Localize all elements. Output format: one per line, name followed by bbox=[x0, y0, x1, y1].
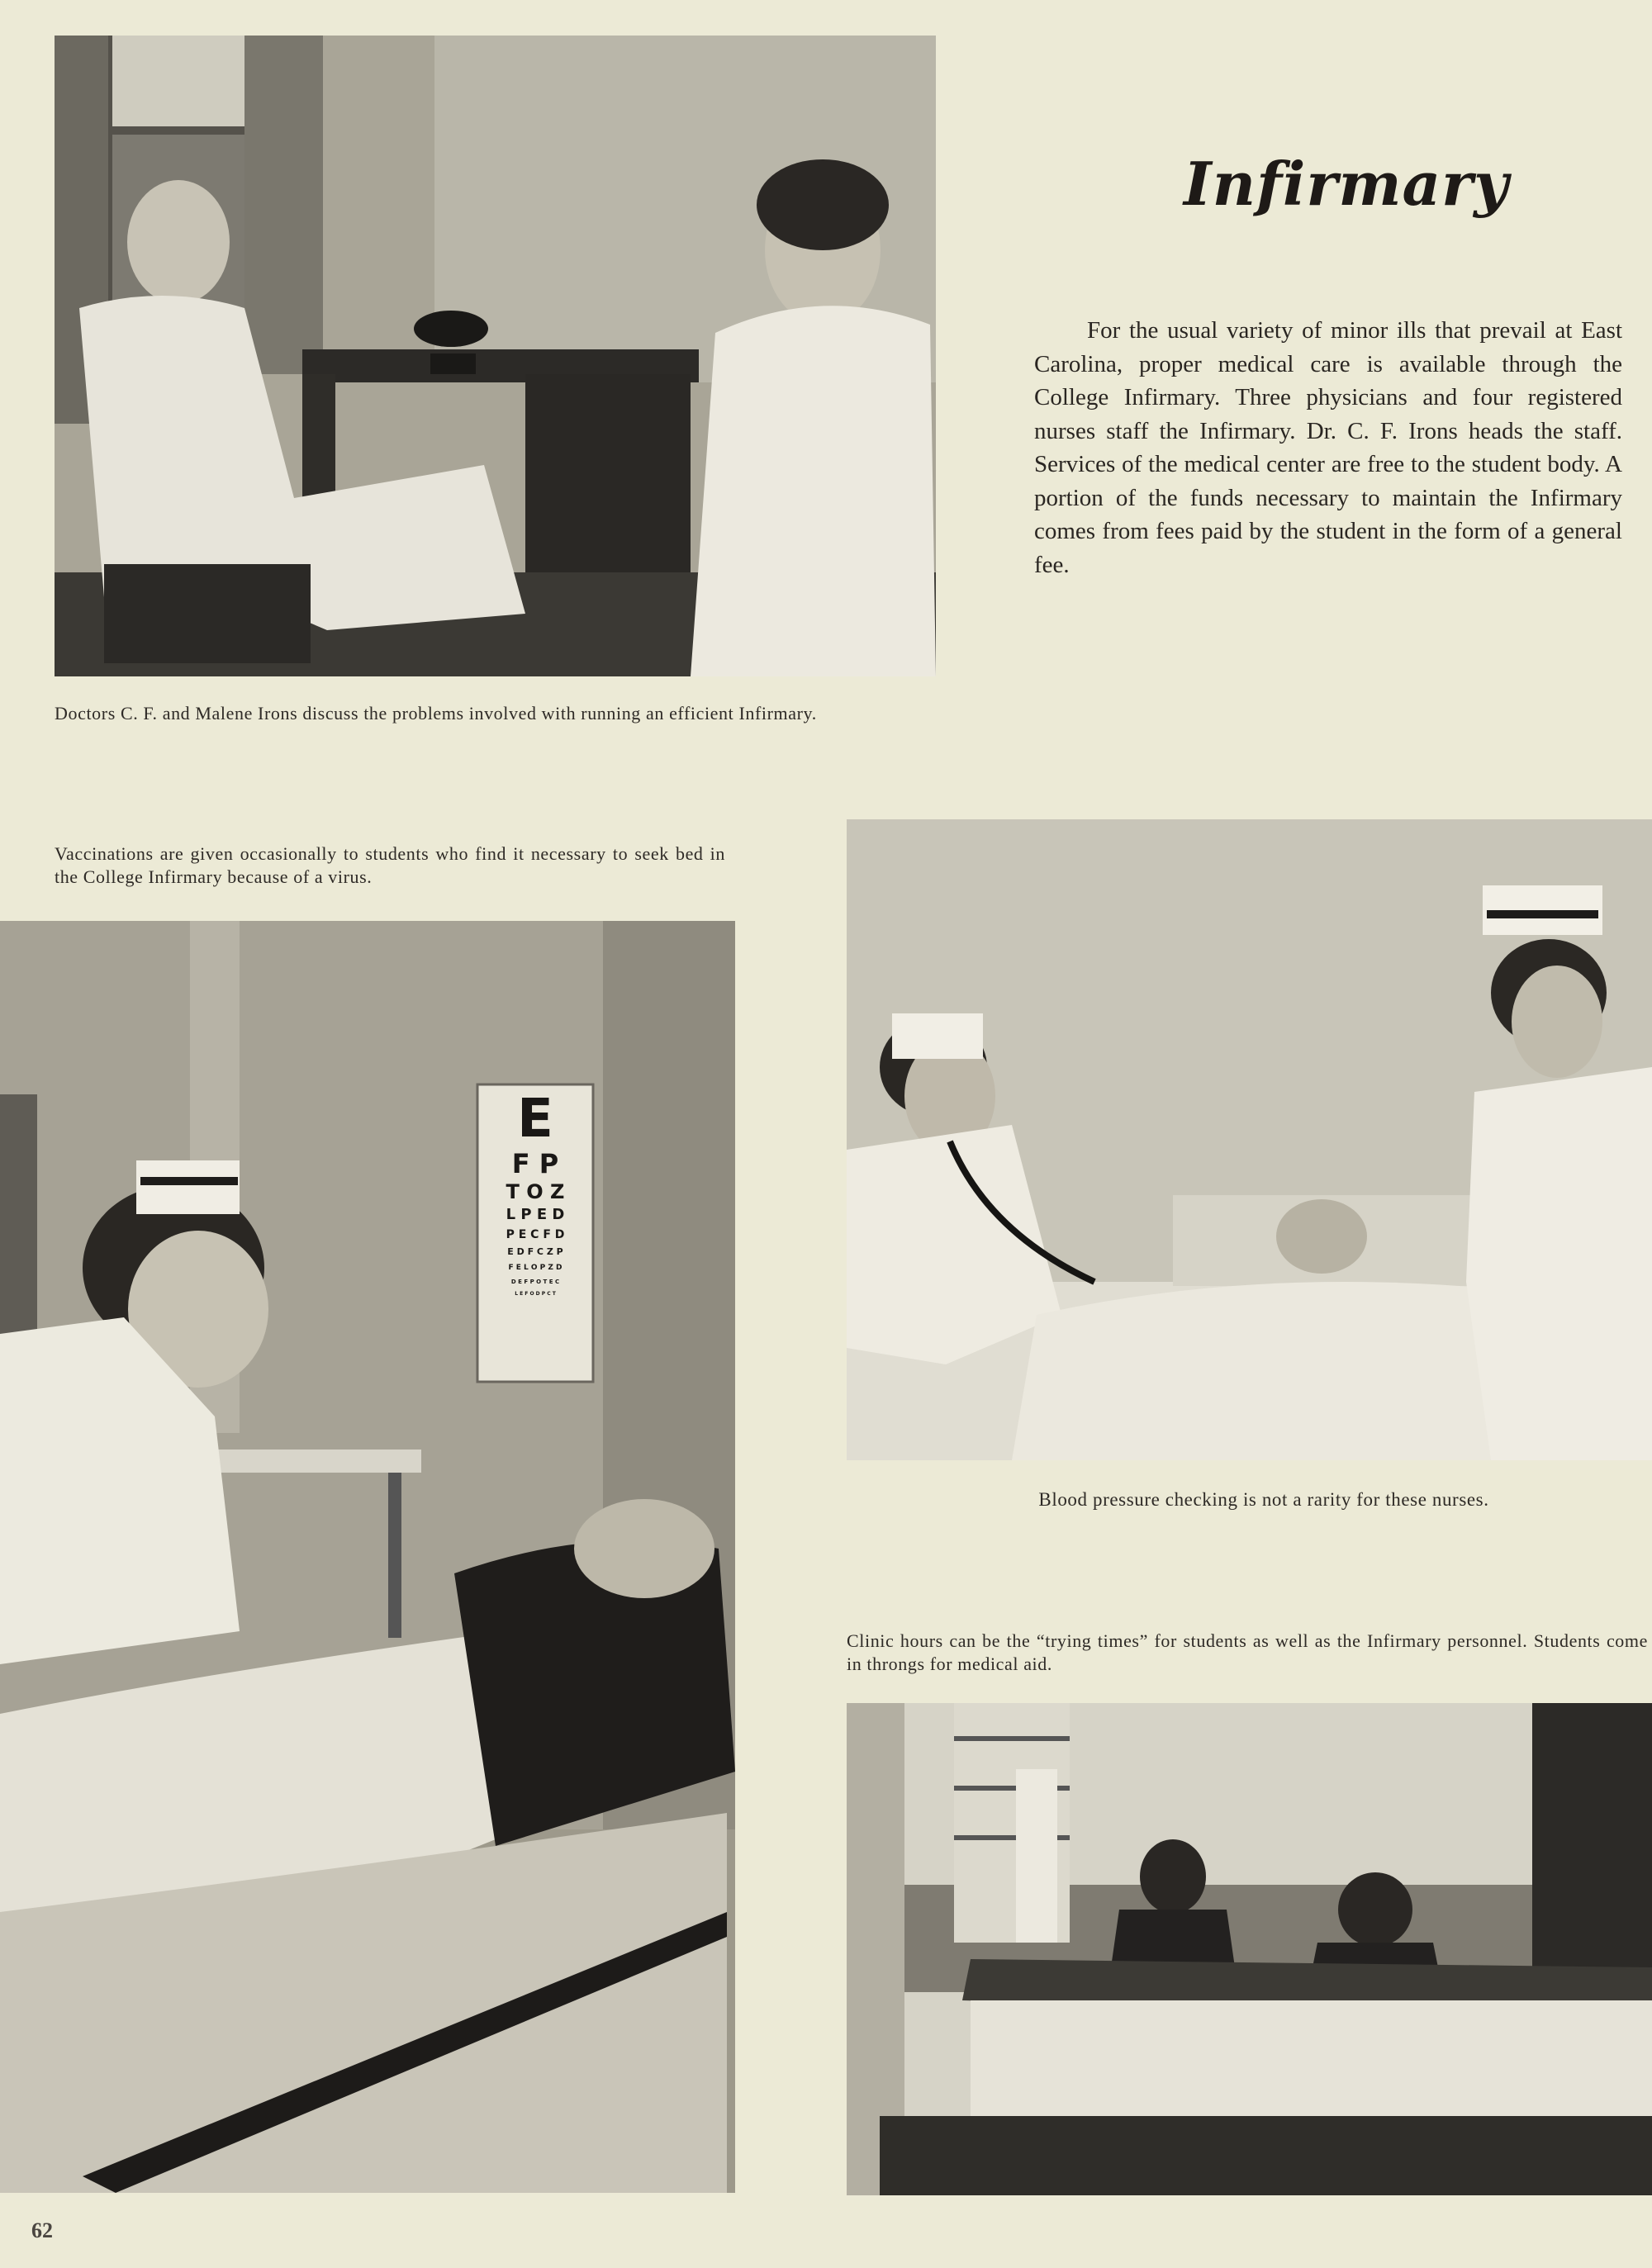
eye-chart-line: L E F O D P C T bbox=[515, 1291, 556, 1297]
vaccinations-caption: Vaccinations are given occasionally to students who find it necessary to seek bed in the College Infirmary because of a virus. bbox=[55, 843, 725, 887]
clinic-caption: Clinic hours can be the “trying times” for students as well as the Infirmary personnel. Students come in throngs for medical aid. bbox=[847, 1630, 1648, 1674]
eye-chart-line: T O Z bbox=[506, 1180, 565, 1203]
eye-chart-line: E D F C Z P bbox=[507, 1246, 563, 1257]
clinic-photo bbox=[847, 1703, 1652, 2195]
blood-pressure-caption: Blood pressure checking is not a rarity for these nurses. bbox=[1038, 1489, 1489, 1510]
eye-chart-line: L P E D bbox=[506, 1206, 565, 1223]
doctors-caption: Doctors C. F. and Malene Irons discuss the problems involved with running an efficient Infirmary. bbox=[55, 703, 817, 724]
body-paragraph: For the usual variety of minor ills that prevail at East Carolina, proper medical care is available through the College Infirmary. Three physicians and four registered nurses staff the Infirmary. Dr. C. F. Irons heads the staff. Services of the medical center are free to the student body. A portion of the funds necessary to maintain the Infirmary comes from fees paid by the student in the form of a general fee. bbox=[1034, 317, 1622, 578]
page-title: Infirmary bbox=[1184, 149, 1509, 219]
doctors-photo bbox=[55, 36, 936, 676]
eye-chart-line: E bbox=[517, 1089, 553, 1150]
eye-chart-line: D E F P O T E C bbox=[510, 1279, 560, 1285]
eye-chart-line: F E L O P Z D bbox=[508, 1264, 563, 1272]
page-number: 62 bbox=[31, 2218, 53, 2242]
blood-pressure-photo bbox=[847, 819, 1652, 1460]
vaccination-photo bbox=[0, 921, 735, 2193]
eye-chart-line: P E C F D bbox=[506, 1228, 565, 1241]
eye-chart-line: F P bbox=[511, 1148, 559, 1179]
eye-chart bbox=[477, 1090, 593, 1300]
